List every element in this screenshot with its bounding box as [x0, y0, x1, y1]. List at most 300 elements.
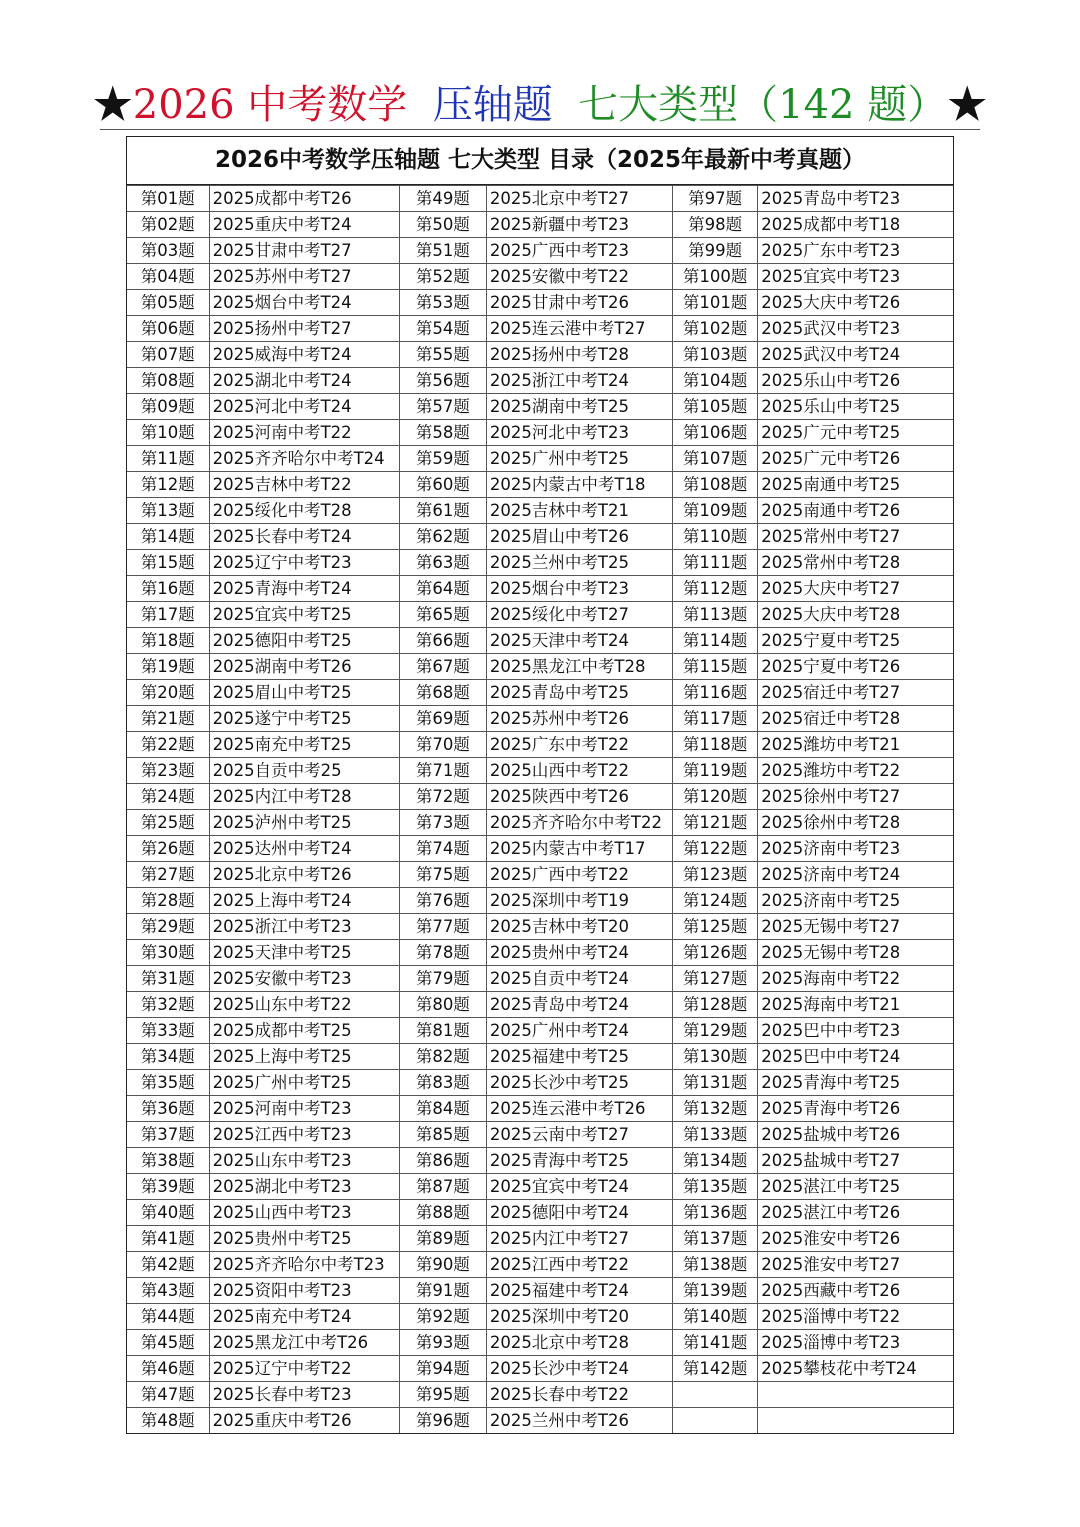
question-number: 第05题: [127, 290, 209, 316]
question-number: 第92题: [399, 1304, 486, 1330]
question-source: 2025宜宾中考T24: [486, 1174, 672, 1200]
question-number: 第86题: [399, 1148, 486, 1174]
question-number: 第130题: [673, 1044, 758, 1070]
question-source: 2025吉林中考T21: [486, 498, 672, 524]
question-number: 第77题: [399, 914, 486, 940]
question-number: 第135题: [673, 1174, 758, 1200]
table-row: [127, 550, 953, 576]
contents-sheet: [126, 136, 954, 1434]
question-source: 2025德阳中考T25: [209, 628, 399, 654]
question-number: 第45题: [127, 1330, 209, 1356]
question-number: 第80题: [399, 992, 486, 1018]
question-source: 2025宁夏中考T25: [758, 628, 953, 654]
table-row: [127, 342, 953, 368]
question-source: 2025广州中考T25: [209, 1070, 399, 1096]
question-number: 第85题: [399, 1122, 486, 1148]
question-source: 2025淮安中考T26: [758, 1226, 953, 1252]
question-source: 2025兰州中考T25: [486, 550, 672, 576]
question-number: 第58题: [399, 420, 486, 446]
question-source: 2025河南中考T22: [209, 420, 399, 446]
question-source: 2025连云港中考T26: [486, 1096, 672, 1122]
question-source: 2025安徽中考T23: [209, 966, 399, 992]
question-source: 2025长春中考T24: [209, 524, 399, 550]
question-number: 第142题: [673, 1356, 758, 1382]
table-row: [127, 810, 953, 836]
question-number: 第117题: [673, 706, 758, 732]
table-row: [127, 1148, 953, 1174]
question-source: 2025齐齐哈尔中考T24: [209, 446, 399, 472]
question-number: 第37题: [127, 1122, 209, 1148]
question-number: 第107题: [673, 446, 758, 472]
question-source: 2025德阳中考T24: [486, 1200, 672, 1226]
table-row: [127, 1304, 953, 1330]
question-number: 第10题: [127, 420, 209, 446]
question-source: 2025宜宾中考T25: [209, 602, 399, 628]
table-row: [127, 420, 953, 446]
question-source: 2025兰州中考T26: [486, 1408, 672, 1434]
table-title: 2026中考数学压轴题 七大类型 目录（2025年最新中考真题）: [127, 137, 953, 185]
question-number: 第88题: [399, 1200, 486, 1226]
table-row: [127, 1174, 953, 1200]
question-source: 2025内江中考T27: [486, 1226, 672, 1252]
question-number: 第122题: [673, 836, 758, 862]
question-number: 第128题: [673, 992, 758, 1018]
question-number: 第47题: [127, 1382, 209, 1408]
question-source: 2025青岛中考T24: [486, 992, 672, 1018]
question-number: 第51题: [399, 238, 486, 264]
question-source: 2025苏州中考T26: [486, 706, 672, 732]
question-source: 2025大庆中考T27: [758, 576, 953, 602]
question-source: 2025宜宾中考T23: [758, 264, 953, 290]
question-source: 2025潍坊中考T22: [758, 758, 953, 784]
question-source: 2025湖南中考T25: [486, 394, 672, 420]
question-number: 第60题: [399, 472, 486, 498]
table-row: [127, 914, 953, 940]
question-source: 2025江西中考T22: [486, 1252, 672, 1278]
question-source: 2025无锡中考T27: [758, 914, 953, 940]
question-number: 第30题: [127, 940, 209, 966]
question-source: 2025济南中考T25: [758, 888, 953, 914]
table-row: [127, 836, 953, 862]
table-row: [127, 1408, 953, 1434]
table-row: [127, 1200, 953, 1226]
question-number: 第137题: [673, 1226, 758, 1252]
question-source: 2025巴中中考T23: [758, 1018, 953, 1044]
question-number: 第28题: [127, 888, 209, 914]
question-source: 2025南充中考T24: [209, 1304, 399, 1330]
question-source: 2025成都中考T26: [209, 186, 399, 212]
question-number: [673, 1382, 758, 1408]
question-source: 2025上海中考T25: [209, 1044, 399, 1070]
question-number: 第126题: [673, 940, 758, 966]
table-row: [127, 1330, 953, 1356]
question-source: 2025浙江中考T23: [209, 914, 399, 940]
question-number: 第95题: [399, 1382, 486, 1408]
question-source: 2025徐州中考T28: [758, 810, 953, 836]
question-number: 第84题: [399, 1096, 486, 1122]
question-source: 2025河南中考T23: [209, 1096, 399, 1122]
question-number: 第52题: [399, 264, 486, 290]
question-source: 2025山东中考T23: [209, 1148, 399, 1174]
question-source: 2025青海中考T25: [486, 1148, 672, 1174]
question-number: 第50题: [399, 212, 486, 238]
table-row: [127, 1070, 953, 1096]
question-source: 2025贵州中考T24: [486, 940, 672, 966]
question-number: 第131题: [673, 1070, 758, 1096]
question-source: 2025广元中考T25: [758, 420, 953, 446]
question-source: 2025长春中考T23: [209, 1382, 399, 1408]
question-source: 2025青海中考T25: [758, 1070, 953, 1096]
question-source: 2025扬州中考T27: [209, 316, 399, 342]
question-number: 第38题: [127, 1148, 209, 1174]
question-number: 第53题: [399, 290, 486, 316]
question-source: 2025泸州中考T25: [209, 810, 399, 836]
question-source: 2025南通中考T25: [758, 472, 953, 498]
question-number: 第113题: [673, 602, 758, 628]
question-source: 2025陕西中考T26: [486, 784, 672, 810]
question-number: 第57题: [399, 394, 486, 420]
table-row: [127, 862, 953, 888]
question-number: 第136题: [673, 1200, 758, 1226]
question-source: 2025齐齐哈尔中考T23: [209, 1252, 399, 1278]
question-source: 2025内蒙古中考T17: [486, 836, 672, 862]
question-number: 第01题: [127, 186, 209, 212]
question-number: 第21题: [127, 706, 209, 732]
question-number: 第36题: [127, 1096, 209, 1122]
question-source: 2025资阳中考T23: [209, 1278, 399, 1304]
question-source: 2025山西中考T22: [486, 758, 672, 784]
table-row: [127, 784, 953, 810]
star-right-icon: ★: [947, 82, 988, 128]
table-row: [127, 316, 953, 342]
question-number: 第42题: [127, 1252, 209, 1278]
question-source: 2025烟台中考T23: [486, 576, 672, 602]
table-row: [127, 602, 953, 628]
question-number: 第12题: [127, 472, 209, 498]
question-number: 第29题: [127, 914, 209, 940]
table-row: [127, 940, 953, 966]
question-source: 2025眉山中考T25: [209, 680, 399, 706]
question-number: 第43题: [127, 1278, 209, 1304]
question-number: 第121题: [673, 810, 758, 836]
question-source: 2025大庆中考T28: [758, 602, 953, 628]
question-number: 第24题: [127, 784, 209, 810]
question-number: 第140题: [673, 1304, 758, 1330]
question-number: 第124题: [673, 888, 758, 914]
table-row: [127, 290, 953, 316]
question-source: 2025烟台中考T24: [209, 290, 399, 316]
star-left-icon: ★: [92, 82, 133, 128]
question-source: 2025青岛中考T25: [486, 680, 672, 706]
question-source: 2025眉山中考T26: [486, 524, 672, 550]
question-number: 第11题: [127, 446, 209, 472]
question-number: 第102题: [673, 316, 758, 342]
question-number: 第44题: [127, 1304, 209, 1330]
question-source: 2025盐城中考T27: [758, 1148, 953, 1174]
question-number: 第87题: [399, 1174, 486, 1200]
question-source: 2025贵州中考T25: [209, 1226, 399, 1252]
question-source: 2025自贡中考T24: [486, 966, 672, 992]
question-source: 2025南充中考T25: [209, 732, 399, 758]
question-number: 第139题: [673, 1278, 758, 1304]
question-source: 2025青岛中考T23: [758, 186, 953, 212]
table-row: [127, 264, 953, 290]
question-source: 2025西藏中考T26: [758, 1278, 953, 1304]
question-source: 2025长沙中考T24: [486, 1356, 672, 1382]
question-number: 第106题: [673, 420, 758, 446]
question-number: 第112题: [673, 576, 758, 602]
question-source: 2025成都中考T25: [209, 1018, 399, 1044]
question-source: 2025宿迁中考T28: [758, 706, 953, 732]
question-source: 2025绥化中考T27: [486, 602, 672, 628]
table-row: [127, 394, 953, 420]
question-number: 第08题: [127, 368, 209, 394]
table-row: [127, 628, 953, 654]
table-row: [127, 1226, 953, 1252]
question-source: 2025甘肃中考T26: [486, 290, 672, 316]
question-source: 2025深圳中考T20: [486, 1304, 672, 1330]
question-source: 2025青海中考T26: [758, 1096, 953, 1122]
question-source: 2025黑龙江中考T26: [209, 1330, 399, 1356]
question-source: 2025长春中考T22: [486, 1382, 672, 1408]
question-number: 第62题: [399, 524, 486, 550]
question-source: 2025新疆中考T23: [486, 212, 672, 238]
question-source: 2025山东中考T22: [209, 992, 399, 1018]
question-number: 第111题: [673, 550, 758, 576]
question-source: 2025辽宁中考T22: [209, 1356, 399, 1382]
question-source: 2025无锡中考T28: [758, 940, 953, 966]
question-source: 2025北京中考T27: [486, 186, 672, 212]
question-source: 2025乐山中考T26: [758, 368, 953, 394]
question-source: 2025湖北中考T23: [209, 1174, 399, 1200]
question-number: 第17题: [127, 602, 209, 628]
question-source: 2025深圳中考T19: [486, 888, 672, 914]
question-number: 第141题: [673, 1330, 758, 1356]
question-number: 第78题: [399, 940, 486, 966]
question-source: 2025吉林中考T20: [486, 914, 672, 940]
question-number: 第103题: [673, 342, 758, 368]
question-source: 2025辽宁中考T23: [209, 550, 399, 576]
question-source: 2025淮安中考T27: [758, 1252, 953, 1278]
question-source: 2025扬州中考T28: [486, 342, 672, 368]
table-row: [127, 1044, 953, 1070]
table-row: [127, 966, 953, 992]
question-number: 第13题: [127, 498, 209, 524]
question-number: 第35题: [127, 1070, 209, 1096]
question-source: 2025湖南中考T26: [209, 654, 399, 680]
question-number: 第132题: [673, 1096, 758, 1122]
headline-year: 2026 中考数学: [132, 82, 408, 128]
question-number: 第61题: [399, 498, 486, 524]
question-source: 2025湛江中考T25: [758, 1174, 953, 1200]
question-number: 第02题: [127, 212, 209, 238]
question-source: 2025福建中考T24: [486, 1278, 672, 1304]
table-row: [127, 1382, 953, 1408]
question-source: 2025南通中考T26: [758, 498, 953, 524]
table-row: [127, 238, 953, 264]
question-number: 第69题: [399, 706, 486, 732]
contents-table: [127, 185, 953, 1433]
question-source: 2025重庆中考T26: [209, 1408, 399, 1434]
table-row: [127, 888, 953, 914]
question-source: 2025大庆中考T26: [758, 290, 953, 316]
headline-divider: [100, 129, 980, 130]
question-number: 第138题: [673, 1252, 758, 1278]
question-number: 第125题: [673, 914, 758, 940]
question-source: 2025达州中考T24: [209, 836, 399, 862]
table-row: [127, 680, 953, 706]
question-source: 2025内江中考T28: [209, 784, 399, 810]
question-source: 2025甘肃中考T27: [209, 238, 399, 264]
table-row: [127, 758, 953, 784]
question-source: 2025浙江中考T24: [486, 368, 672, 394]
question-number: 第94题: [399, 1356, 486, 1382]
question-source: 2025广东中考T22: [486, 732, 672, 758]
question-source: 2025吉林中考T22: [209, 472, 399, 498]
question-number: 第70题: [399, 732, 486, 758]
question-source: 2025济南中考T24: [758, 862, 953, 888]
question-source: [758, 1408, 953, 1434]
question-number: 第96题: [399, 1408, 486, 1434]
question-number: 第73题: [399, 810, 486, 836]
table-row: [127, 654, 953, 680]
question-source: 2025云南中考T27: [486, 1122, 672, 1148]
headline-topic: 压轴题: [432, 82, 553, 128]
table-row: [127, 706, 953, 732]
question-source: 2025宁夏中考T26: [758, 654, 953, 680]
question-source: 2025巴中中考T24: [758, 1044, 953, 1070]
question-number: 第120题: [673, 784, 758, 810]
question-source: 2025广东中考T23: [758, 238, 953, 264]
table-row: [127, 472, 953, 498]
question-number: 第46题: [127, 1356, 209, 1382]
question-number: 第72题: [399, 784, 486, 810]
question-number: 第105题: [673, 394, 758, 420]
question-number: [673, 1408, 758, 1434]
question-number: 第14题: [127, 524, 209, 550]
table-row: [127, 1356, 953, 1382]
question-source: 2025江西中考T23: [209, 1122, 399, 1148]
question-number: 第55题: [399, 342, 486, 368]
question-number: 第09题: [127, 394, 209, 420]
question-source: 2025海南中考T22: [758, 966, 953, 992]
question-number: 第109题: [673, 498, 758, 524]
question-source: 2025广元中考T26: [758, 446, 953, 472]
table-row: [127, 1252, 953, 1278]
question-source: 2025湖北中考T24: [209, 368, 399, 394]
question-source: 2025广州中考T24: [486, 1018, 672, 1044]
question-number: 第20题: [127, 680, 209, 706]
question-number: 第127题: [673, 966, 758, 992]
question-source: 2025上海中考T24: [209, 888, 399, 914]
question-number: 第19题: [127, 654, 209, 680]
table-row: [127, 446, 953, 472]
question-source: 2025海南中考T21: [758, 992, 953, 1018]
question-number: 第76题: [399, 888, 486, 914]
question-number: 第15题: [127, 550, 209, 576]
question-number: 第04题: [127, 264, 209, 290]
question-number: 第83题: [399, 1070, 486, 1096]
question-source: 2025山西中考T23: [209, 1200, 399, 1226]
question-source: 2025武汉中考T24: [758, 342, 953, 368]
question-number: 第116题: [673, 680, 758, 706]
question-source: 2025湛江中考T26: [758, 1200, 953, 1226]
table-row: [127, 732, 953, 758]
question-source: 2025宿迁中考T27: [758, 680, 953, 706]
question-number: 第06题: [127, 316, 209, 342]
question-number: 第48题: [127, 1408, 209, 1434]
question-number: 第27题: [127, 862, 209, 888]
headline-types: 七大类型（142 题）: [578, 82, 948, 128]
question-source: 2025长沙中考T25: [486, 1070, 672, 1096]
question-number: 第119题: [673, 758, 758, 784]
table-row: [127, 1018, 953, 1044]
question-source: 2025黑龙江中考T28: [486, 654, 672, 680]
question-number: 第22题: [127, 732, 209, 758]
question-source: 2025成都中考T18: [758, 212, 953, 238]
question-number: 第26题: [127, 836, 209, 862]
question-number: 第34题: [127, 1044, 209, 1070]
table-row: [127, 186, 953, 212]
question-source: 2025常州中考T27: [758, 524, 953, 550]
table-row: [127, 212, 953, 238]
question-source: 2025常州中考T28: [758, 550, 953, 576]
question-number: 第63题: [399, 550, 486, 576]
question-number: 第81题: [399, 1018, 486, 1044]
question-number: 第59题: [399, 446, 486, 472]
question-source: 2025潍坊中考T21: [758, 732, 953, 758]
question-number: 第101题: [673, 290, 758, 316]
question-number: 第41题: [127, 1226, 209, 1252]
table-row: [127, 368, 953, 394]
question-source: 2025攀枝花中考T24: [758, 1356, 953, 1382]
question-source: 2025天津中考T25: [209, 940, 399, 966]
question-number: 第67题: [399, 654, 486, 680]
table-row: [127, 524, 953, 550]
question-source: 2025福建中考T25: [486, 1044, 672, 1070]
question-number: 第74题: [399, 836, 486, 862]
question-number: 第18题: [127, 628, 209, 654]
question-source: 2025天津中考T24: [486, 628, 672, 654]
page-headline: [0, 78, 1080, 132]
question-number: 第75题: [399, 862, 486, 888]
question-source: 2025北京中考T26: [209, 862, 399, 888]
question-number: 第114题: [673, 628, 758, 654]
question-number: 第39题: [127, 1174, 209, 1200]
question-source: 2025苏州中考T27: [209, 264, 399, 290]
question-number: 第49题: [399, 186, 486, 212]
question-source: [758, 1382, 953, 1408]
table-row: [127, 576, 953, 602]
question-source: 2025广西中考T22: [486, 862, 672, 888]
question-source: 2025广西中考T23: [486, 238, 672, 264]
question-source: 2025重庆中考T24: [209, 212, 399, 238]
question-number: 第98题: [673, 212, 758, 238]
question-source: 2025盐城中考T26: [758, 1122, 953, 1148]
question-source: 2025绥化中考T28: [209, 498, 399, 524]
question-source: 2025威海中考T24: [209, 342, 399, 368]
question-number: 第134题: [673, 1148, 758, 1174]
question-number: 第104题: [673, 368, 758, 394]
question-number: 第97题: [673, 186, 758, 212]
question-number: 第25题: [127, 810, 209, 836]
question-source: 2025淄博中考T23: [758, 1330, 953, 1356]
question-number: 第93题: [399, 1330, 486, 1356]
question-number: 第56题: [399, 368, 486, 394]
question-number: 第64题: [399, 576, 486, 602]
question-number: 第129题: [673, 1018, 758, 1044]
question-source: 2025安徽中考T22: [486, 264, 672, 290]
